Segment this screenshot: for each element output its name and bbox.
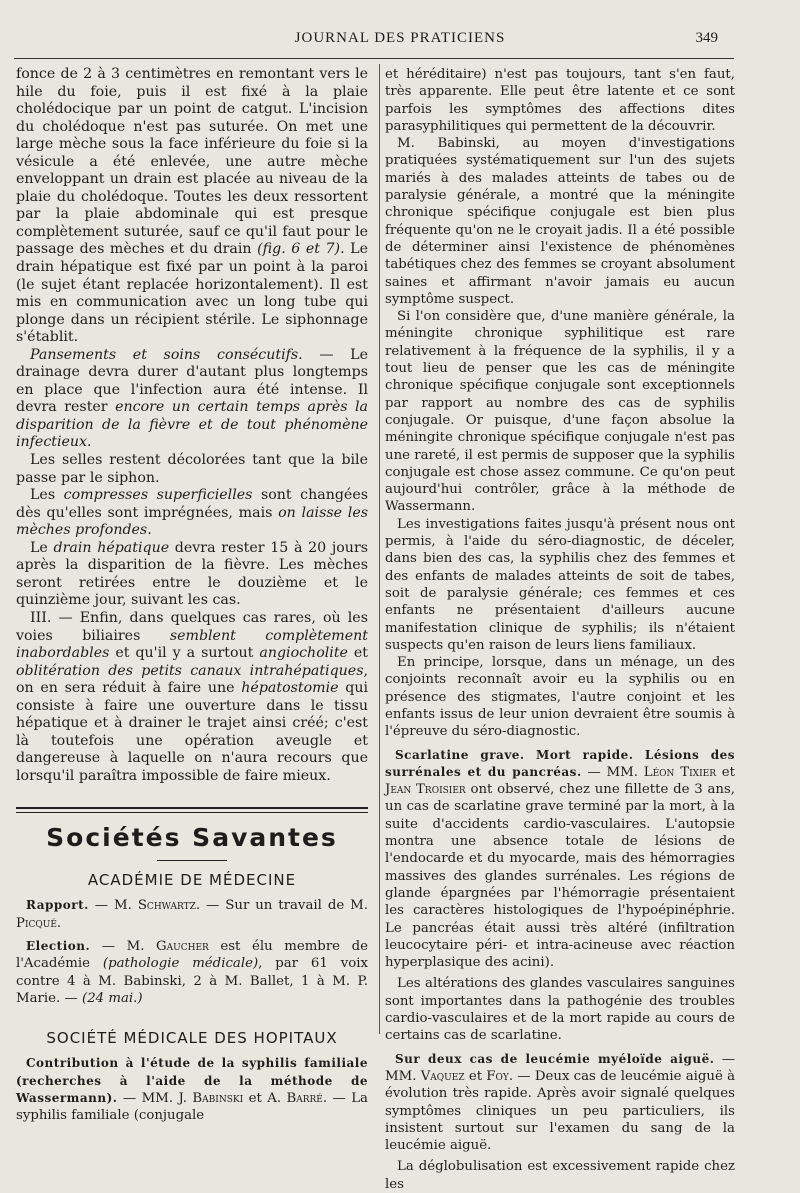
short-rule (157, 860, 227, 861)
societe-heading: SOCIÉTÉ MÉDICALE DES HOPITAUX (46, 1029, 338, 1048)
news-item: Contribution à l'étude de la syphilis familiale (recherches à l'aide de la méthode de Wassermann). — MM. J. Babinski et A. Barré. — La syphilis familiale (conjugale (16, 1056, 368, 1124)
right-column (385, 66, 736, 1192)
academie-heading: ACADÉMIE DE MÉDECINE (87, 871, 297, 890)
paragraph: Les altérations des glandes vasculaires sanguines sont importantes dans la pathogénie des troubles cardio-vasculaires et de la mort rapide au cours de certains cas de scarlatine. (385, 976, 735, 1044)
left-column (16, 66, 369, 1124)
paragraph: et héréditaire) n'est pas toujours, tant s'en faut, très apparente. Elle peut être latente et ce sont parfois les symptômes des affections dites parasyphilitiques qui permettent de la découvrir. (385, 67, 735, 134)
page-number: 349 (695, 30, 718, 46)
paragraph: La déglobulisation est excessivement rapide chez les (385, 1159, 735, 1192)
column-divider (379, 64, 380, 1034)
running-title: JOURNAL DES PRATICIENS (294, 30, 506, 46)
paragraph: III. — Enfin, dans quelques cas rares, où les voies biliaires semblent complètement inabordables et qu'il y a surtout angiocholite et oblitération des petits canaux intrahépatiques, on en sera réduit à faire une hépatostomie qui consiste à faire une ouverture dans le tissu hépatique et à drainer le trajet ainsi créé; c'est là toutefois une opération aveugle et dangereuse à laquelle on n'aura recours que lorsqu'il paraîtra impossible de faire mieux. (16, 609, 369, 784)
paragraph: En principe, lorsque, dans un ménage, un des conjoints reconnaît avoir eu la syphilis ou en présence des stigmates, l'autre conjoint et les enfants issus de leur union devraient être soumis à l'épreuve du séro-diagnostic. (385, 655, 735, 740)
section-rule (16, 812, 368, 813)
news-item: Election. — M. Gaucher est élu membre de l'Académie (pathologie médicale), par 61 voix contre 4 à M. Babinski, 2 à M. Ballet, 1 à M. P. Marie. — (24 mai.) (16, 939, 368, 1006)
paragraph: Le drain hépatique devra rester 15 à 20 jours après la disparition de la fièvre. Les mèches seront retirées entre le douzième et le quinzième jour, suivant les cas. (16, 539, 369, 609)
news-item: Scarlatine grave. Mort rapide. Lésions des surrénales et du pancréas. — MM. Léon Tixier et Jean Troisier ont observé, chez une fillette de 3 ans, un cas de scarlatine grave terminé par la mort, à la suite d'accidents cardio-vasculaires. L'autopsie montra une absence totale de lésions de l'endocarde et du myocarde, mais des hémorragies massives des glandes surrénales. Les régions de glande épargnées par l'hémorragie présentaient les caractères histologiques de l'hypoépinéphrie. Le pancréas était aussi très altéré (infiltration leucocytaire péri- et intra-acineuse avec réaction hyperplasique des acini). (385, 747, 736, 971)
news-item: Rapport. — M. Schwartz. — Sur un travail de M. Picqué. (16, 898, 368, 931)
page-header (0, 28, 800, 52)
paragraph: Pansements et soins consécutifs. — Le drainage devra durer d'autant plus longtemps en place que l'infection aura été intense. Il devra rester encore un certain temps après la disparition de la fièvre et de tout phénomène infectieux. (16, 346, 369, 451)
section-rule (16, 807, 368, 809)
paragraph: Les compresses superficielles sont changées dès qu'elles sont imprégnées, mais on laisse les mèches profondes. (16, 487, 369, 539)
news-item: Sur deux cas de leucémie myéloïde aiguë. — MM. Vaquez et Foy. — Deux cas de leucémie aiguë à évolution très rapide. Après avoir signalé quelques symptômes cliniques un peu particuliers, ils insistent surtout sur l'examen du sang de la leucémie aiguë. (385, 1051, 735, 1154)
paragraph: Les selles restent décolorées tant que la bile passe par le siphon. (16, 452, 368, 486)
paragraph: Si l'on considère que, d'une manière générale, la méningite chronique syphilitique est rare relativement à la fréquence de la syphilis, il y a tout lieu de penser que les cas de méningite chronique spécifique conjugale sont exceptionnels par rapport au nombre des cas de syphilis conjugale. Or puisque, d'une façon absolue la méningite chronique spécifique conjugale n'est pas une rareté, il est permis de supposer que la syphilis conjugale est chose assez commune. Ce qu'on peut aujourd'hui contrôler, grâce à la méthode de Wassermann. (385, 309, 735, 515)
paragraph: Les investigations faites jusqu'à présent nous ont permis, à l'aide du séro-diagnostic, de déceler, dans bien des cas, la syphilis chez des femmes et des enfants de malades atteints de soit de tabes, soit de paralysie générale; ces femmes et ces enfants ne présentaient d'ailleurs aucune manifestation clinique de syphilis; ils n'étaient suspects qu'en raison de leurs liens familiaux. (385, 516, 735, 653)
paragraph: M. Babinski, au moyen d'investigations pratiquées systématiquement sur l'un des sujets mariés à des malades atteints de tabes ou de paralysie générale, a montré que la méningite chronique spécifique conjugale est bien plus fréquente qu'on ne le croyait jadis. Il a été possible de déterminer ainsi l'existence de phénomènes tabétiques chez des femmes se croyant absolument saines et affirmant n'avoir jamais eu aucun symptôme suspect. (385, 136, 735, 307)
section-title: Sociétés Savantes (46, 823, 338, 853)
paragraph: fonce de 2 à 3 centimètres en remontant vers le hile du foie, puis il est fixé à la plaie cholédocique par un point de catgut. L'incision du cholédoque n'est pas suturée. On met une large mèche sous la face inférieure du foie si la vésicule a été enlevée, une autre mèche enveloppant un drain est placée au niveau de la plaie du cholédoque. Toutes les deux ressortent par la plaie abdominale qui est presque complètement suturée, sauf ce qu'il faut pour le passage des mèches et du drain (fig. 6 et 7). Le drain hépatique est fixé par un point à la paroi (le sujet étant replacée horizontalement). Il est mis en communication avec un long tube qui plonge dans un récipient stérile. Le siphonnage s'établit. (16, 66, 368, 346)
header-rule (14, 58, 734, 59)
